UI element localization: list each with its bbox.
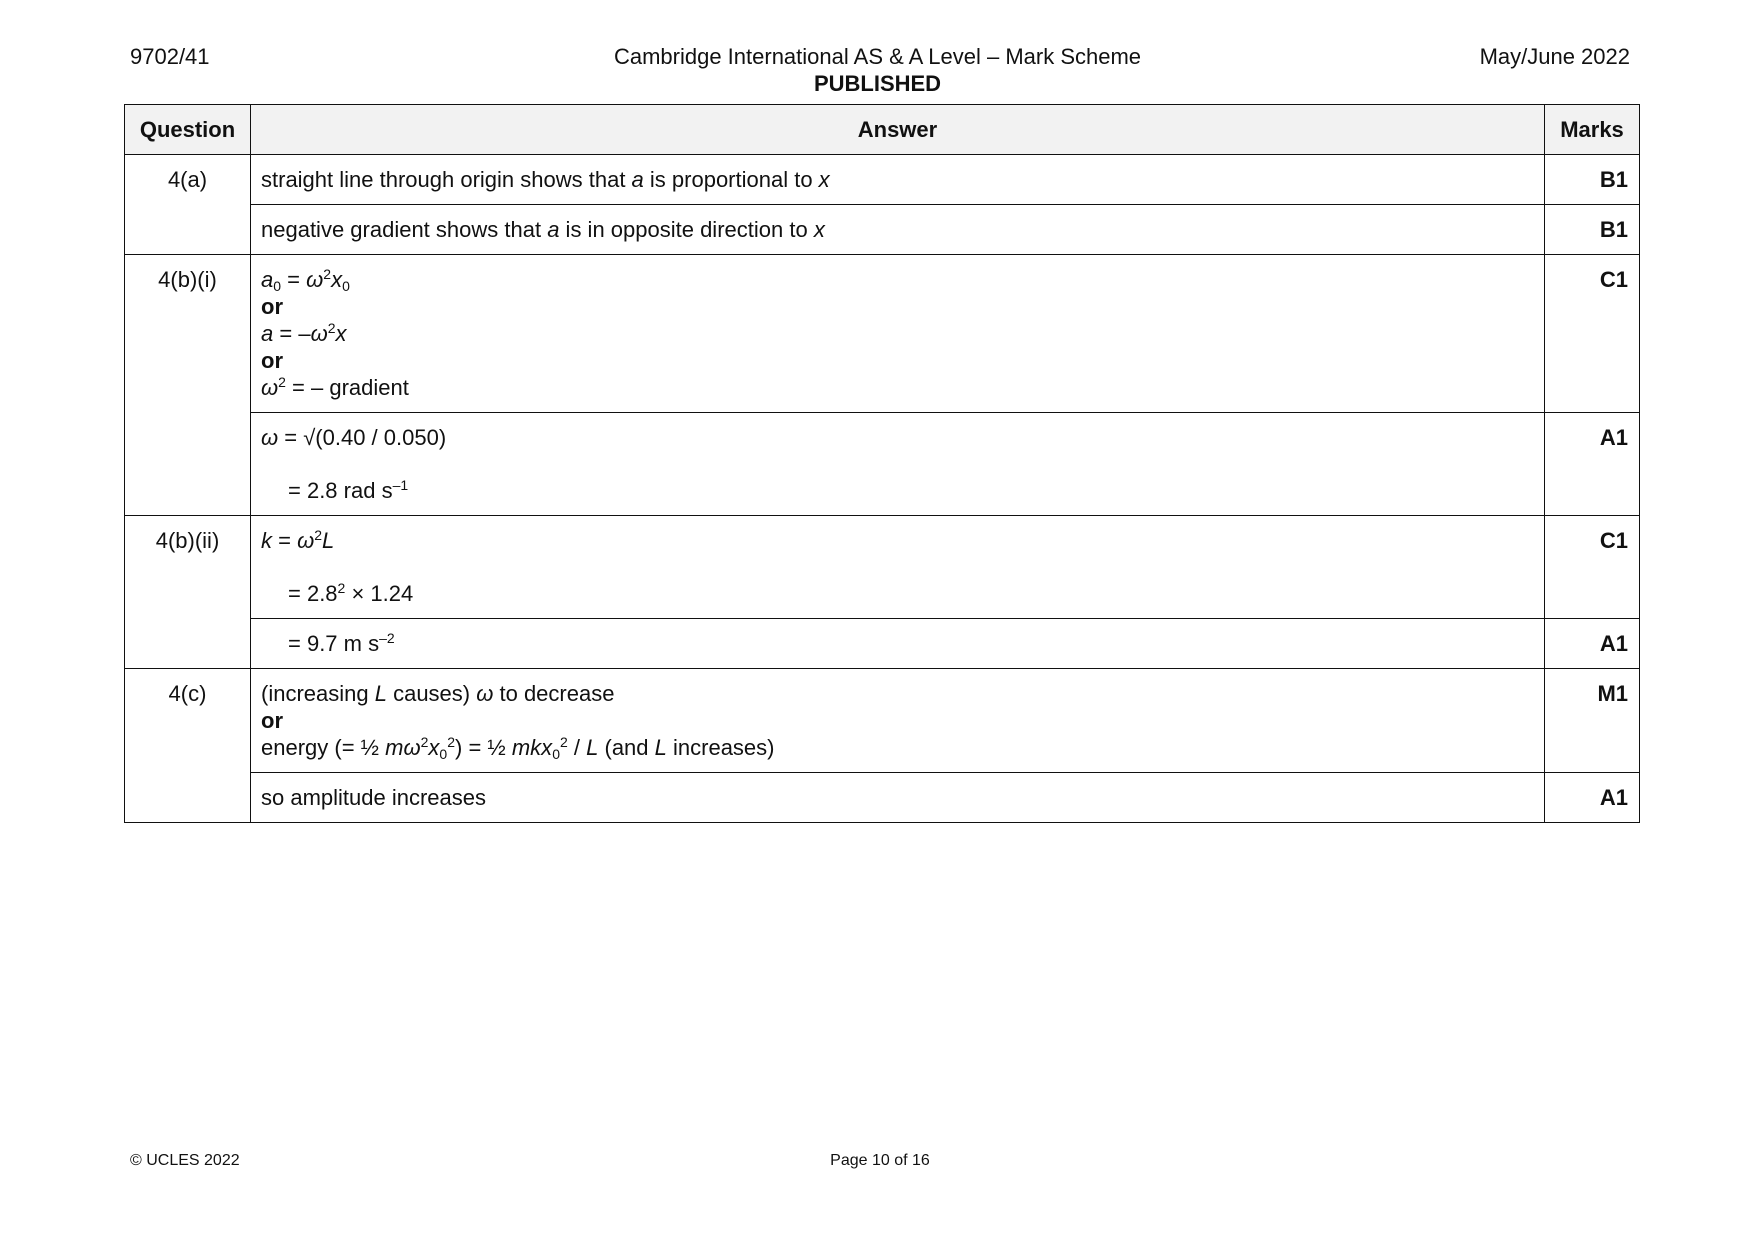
question-number: 4(b)(i) xyxy=(125,255,251,516)
mark-cell: M1 xyxy=(1545,669,1640,773)
question-number: 4(c) xyxy=(125,669,251,823)
table-header-row xyxy=(125,105,1640,155)
mark-cell: A1 xyxy=(1545,773,1640,823)
answer-cell: (increasing L causes) ω to decrease or energy (= ½ $m\omega^2x_0^2$) = ½ mkx$_0^2$ / L (and L increases) xyxy=(251,669,1545,773)
document-title: Cambridge International AS & A Level – Mark Scheme xyxy=(613,44,1142,69)
copyright-notice: © UCLES 2022 xyxy=(130,1152,240,1169)
mark-cell: B1 xyxy=(1545,205,1640,255)
table-row xyxy=(125,516,1640,619)
page-number: Page 10 of 16 xyxy=(830,1152,930,1169)
table-row xyxy=(125,155,1640,205)
answer-column-header: Answer xyxy=(251,105,1545,155)
question-number: 4(a) xyxy=(125,155,251,255)
mark-scheme-table xyxy=(124,104,1640,823)
answer-cell: $k = \omega^2L$ = $2.8^2 \times 1.24$ xyxy=(251,516,1545,619)
published-label: PUBLISHED xyxy=(813,71,942,96)
mark-cell: C1 xyxy=(1545,516,1640,619)
answer-cell: so amplitude increases xyxy=(251,773,1545,823)
table-row xyxy=(125,669,1640,773)
answer-cell: straight line through origin shows that a is proportional to x xyxy=(251,155,1545,205)
mark-cell: A1 xyxy=(1545,413,1640,516)
answer-cell: ω = √(0.40 / 0.050) = 2.8 rad $s^{-1}$ xyxy=(251,413,1545,516)
table-row xyxy=(125,413,1640,516)
table-row xyxy=(125,619,1640,669)
exam-session: May/June 2022 xyxy=(1479,44,1630,69)
table-row xyxy=(125,773,1640,823)
mark-cell: C1 xyxy=(1545,255,1640,413)
paper-code: 9702/41 xyxy=(130,44,210,69)
question-column-header: Question xyxy=(125,105,251,155)
mark-cell: A1 xyxy=(1545,619,1640,669)
answer-cell: negative gradient shows that a is in opposite direction to x xyxy=(251,205,1545,255)
question-number: 4(b)(ii) xyxy=(125,516,251,669)
answer-cell: = 9.7 m $s^{-2}$ xyxy=(251,619,1545,669)
marks-column-header: Marks xyxy=(1545,105,1640,155)
answer-cell: $a_0 = \omega^2x_0$ or $a = -\omega^2x$ or $\omega^2$ = – gradient xyxy=(251,255,1545,413)
mark-cell: B1 xyxy=(1545,155,1640,205)
table-row xyxy=(125,205,1640,255)
table-row xyxy=(125,255,1640,413)
